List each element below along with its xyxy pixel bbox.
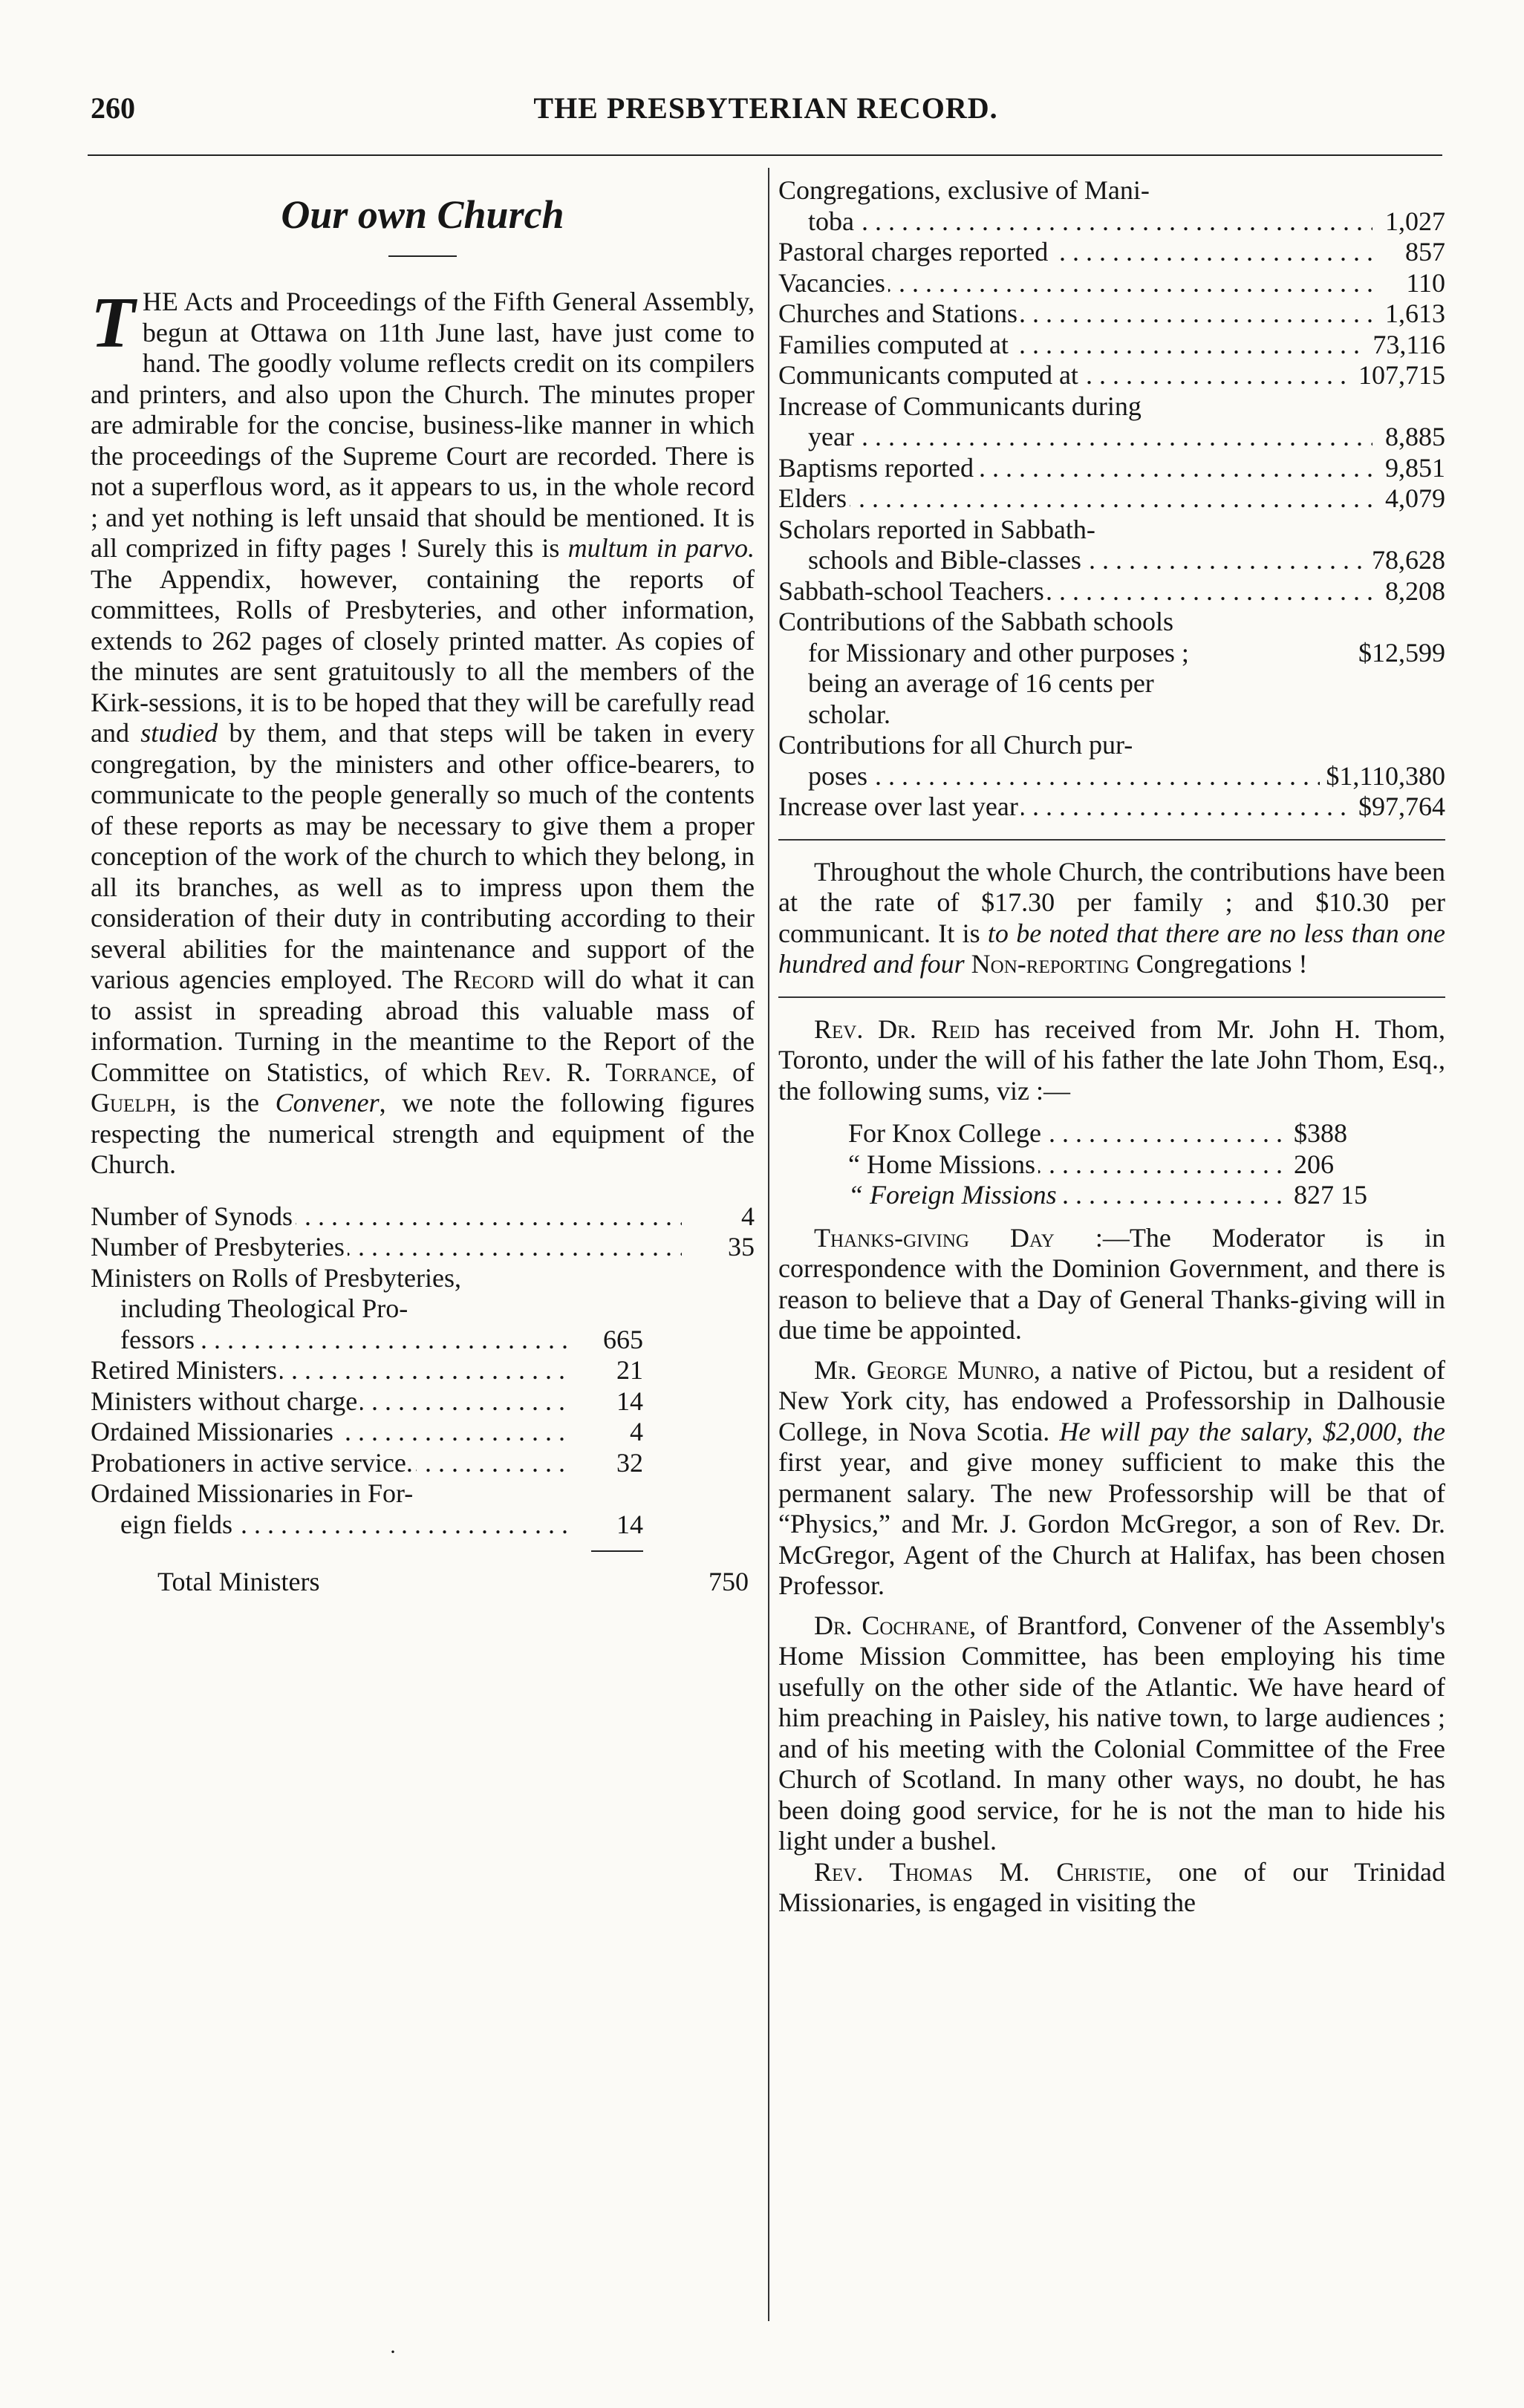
stat-value: 35 (728, 1232, 755, 1262)
fund-value: 827 15 (1294, 1180, 1367, 1210)
ministers-block (91, 1263, 755, 1553)
cochrane-paragraph (778, 1611, 1445, 1857)
stat-value: 14 (616, 1386, 643, 1416)
fund-row (848, 1180, 1390, 1211)
intro-text-c: by them, and that steps will be taken in every congregation, by the ministers and other office-bearers, to communicate to the people generally so much of the contents of these reports as may be necessary to give them a proper conception of the work of the church to which they belong, in all its branches, as well as to impress upon them the consideration of their duty in contributing according to their several abilities for the maintenance and support of the various agencies employed. The (91, 718, 755, 994)
munro-italic: He will pay the salary, $2,000, the (1059, 1416, 1446, 1446)
stat-label: poses (808, 761, 870, 791)
right-column (778, 175, 1445, 1919)
stat-label: Contributions for all Church pur- (778, 730, 1133, 760)
reid-name: Rev. Dr. Reid (814, 1014, 980, 1044)
stat-label: year (808, 422, 857, 451)
intro-text-e: , is the (169, 1088, 276, 1117)
stat-note: being an average of 16 cents per (808, 668, 1154, 698)
intro-paragraph (91, 283, 755, 1181)
stat-value: 107,715 (1358, 360, 1445, 390)
stat-row (778, 206, 1445, 238)
intro-comma-of: , of (710, 1057, 755, 1087)
stat-label: Number of Synods (91, 1201, 296, 1231)
running-title: THE PRESBYTERIAN RECORD. (533, 91, 998, 125)
stat-row (91, 1448, 643, 1479)
stat-label: Ordained Missionaries in For- (91, 1478, 414, 1508)
stat-label: Vacancies (778, 268, 888, 298)
page-number: 260 (91, 91, 135, 125)
intro-text-a: HE Acts and Proceedings of the Fifth General Assembly, begun at Ottawa on 11th June last, have just come to hand. The goodly volume reflects credit on its compilers and printers, and also upon the Church. The minutes proper are admirable for the concise, business-like manner in which the proceedings of the Supreme Court are recorded. There is not a superflous word, as it appears to us, in the whole record ; and yet nothing is left unsaid that should be mentioned. It is all comprized in fifty pages ! Surely this is (91, 287, 755, 563)
stat-label: Sabbath-school Teachers (778, 576, 1047, 606)
reid-text: has received from Mr. John H. Thom, Toronto, under the will of his father the late John Thom, Esq., the following sums, viz :— (778, 1014, 1445, 1106)
stat-value: 78,628 (1372, 545, 1445, 575)
stat-row (91, 1386, 643, 1417)
heading-rule (388, 255, 457, 257)
fund-row (848, 1118, 1390, 1149)
section-heading: Our own Church (281, 192, 564, 237)
stat-value: $1,110,380 (1326, 760, 1445, 791)
stat-value: 4 (741, 1201, 755, 1231)
stat-label: eign fields (120, 1510, 235, 1539)
fund-row (848, 1149, 1390, 1181)
throughout-italic: to be noted that there are no less than one hundred and four (778, 918, 1445, 979)
christie-paragraph (778, 1857, 1445, 1919)
torrance-name: Rev. R. Torrance (502, 1057, 711, 1087)
throughout-space (965, 949, 971, 979)
cochrane-text: , of Brantford, Convener of the Assembly's Home Mission Committee, has been employing his time usefully on the other side of the Atlantic. We have heard of him preaching in Paisley, his native town, to large audiences ; and of his meeting with the Colonial Committee of the Free Church of Scotland. In many other ways, no doubt, he has been doing good service, for he is not the man to hide his light under a bushel. (778, 1610, 1445, 1856)
stat-row (91, 1417, 643, 1448)
stat-value: 1,613 (1385, 298, 1445, 328)
christie-name: Rev. Thomas M. Christie (814, 1856, 1146, 1887)
stat-label: Communicants computed at (778, 360, 1081, 390)
stat-label: Ministers without charge (91, 1386, 360, 1416)
fund-label: For Knox College (848, 1118, 1044, 1148)
stat-row (778, 483, 1445, 515)
page-header (91, 83, 1441, 143)
throughout-end: Congregations ! (1129, 949, 1308, 979)
stat-row (778, 576, 1445, 607)
stat-value: 8,208 (1385, 575, 1445, 606)
stat-note: scholar. (808, 699, 890, 729)
stat-label: Ordained Missionaries (91, 1417, 336, 1446)
total-row (91, 1567, 755, 1598)
guelph-name: Guelph (91, 1088, 170, 1117)
column-divider (768, 168, 769, 2321)
stat-value: 857 (1405, 237, 1445, 267)
stat-row (778, 422, 1445, 453)
stat-label: including Theological Pro- (120, 1293, 408, 1323)
stat-value: 4,079 (1385, 483, 1445, 513)
stat-row (778, 330, 1445, 361)
non-reporting: Non-reporting (971, 949, 1130, 979)
thanks-heading: Thanks-giving Day (814, 1222, 1055, 1253)
stat-row (778, 453, 1445, 484)
intro-text-f: , we note the following figures respecting the numerical strength and equipment of the Church. (91, 1088, 755, 1179)
total-label: Total Ministers (157, 1567, 320, 1596)
thanks-text: :—The Moderator is in correspondence with the Dominion Government, and there is reason to believe that a Day of General Thanks-giving will in due time be appointed. (778, 1222, 1445, 1345)
stat-label: Retired Ministers (91, 1355, 280, 1385)
stat-label: Elders (778, 483, 850, 513)
munro-paragraph (778, 1355, 1445, 1602)
stat-row (91, 1325, 643, 1356)
stat-row (91, 1232, 755, 1263)
stat-label: Families computed at (778, 330, 1012, 359)
stat-value: 73,116 (1372, 329, 1445, 359)
christie-text: , one of our Trinidad Missionaries, is engaged in visiting the (778, 1856, 1446, 1917)
stat-value: $97,764 (1358, 792, 1445, 821)
studied-word: studied (140, 718, 218, 748)
stat-value: 4 (630, 1417, 643, 1446)
fund-value: 206 (1294, 1149, 1334, 1179)
intro-text-b: The Appendix, however, containing the reports of committees, Rolls of Presbyteries, and other information, extends to 262 pages of closely printed matter. As copies of the minutes are sent gratuitously to all the members of the Kirk-sessions, it is to be hoped that they will be carefully read and (91, 564, 755, 748)
stat-value: $12,599 (1358, 637, 1445, 668)
stat-value: 8,885 (1385, 422, 1445, 451)
multum-in-parvo: multum in parvo. (567, 533, 755, 563)
stat-label: Congregations, exclusive of Mani- (778, 175, 1150, 205)
stat-row (91, 1510, 643, 1541)
stat-row (778, 268, 1445, 299)
total-value: 750 (709, 1567, 749, 1596)
cochrane-name: Dr. Cochrane (814, 1610, 970, 1640)
reid-paragraph (778, 1014, 1445, 1107)
munro-name: Mr. George Munro (814, 1354, 1034, 1385)
church-stats (778, 175, 1445, 823)
stat-row (778, 761, 1445, 792)
throughout-text: Throughout the whole Church, the contributions have been at the rate of $17.30 per family ; and $10.30 per communicant. It is (778, 856, 1445, 948)
stat-label: Baptisms reported (778, 453, 977, 483)
stat-label: schools and Bible-classes (808, 545, 1084, 575)
stat-label: Contributions of the Sabbath schools (778, 607, 1173, 636)
stat-label: Probationers in active service. (91, 1448, 416, 1478)
stat-label: Churches and Stations (778, 298, 1020, 328)
stat-row (91, 1355, 643, 1386)
throughout-paragraph (778, 857, 1445, 980)
stat-value: 9,851 (1385, 452, 1445, 483)
stat-label: Scholars reported in Sabbath- (778, 514, 1095, 544)
stat-value: 665 (603, 1324, 643, 1354)
stat-value: 110 (1406, 267, 1445, 298)
fund-list (778, 1118, 1445, 1211)
stat-row (778, 792, 1445, 823)
stat-value: 32 (616, 1447, 643, 1478)
stat-label: Pastoral charges reported (778, 237, 1051, 267)
intro-text-d: will do what it can to assist in spreading abroad this valuable mass of information. Turning in the meantime to the Report of the Committee on Statistics, of which (91, 965, 755, 1087)
stat-value: 1,027 (1385, 206, 1445, 236)
printer-dot: · (389, 2340, 397, 2364)
stat-row (778, 237, 1445, 268)
section-separator (778, 839, 1445, 841)
sum-rule (591, 1550, 643, 1552)
thanks-paragraph (778, 1223, 1445, 1346)
stat-row (778, 360, 1445, 391)
left-column (91, 175, 755, 1598)
header-rule (88, 154, 1442, 156)
munro-text-a: , a native of Pictou, but a resident of New York city, has endowed a Professorship in Dalhousie College, in Nova Scotia. (778, 1354, 1446, 1446)
stat-value: 14 (616, 1509, 643, 1539)
record-word: Record (453, 965, 534, 994)
stat-row (91, 1201, 755, 1233)
ministry-stats (91, 1201, 755, 1598)
convener-word: Convener (275, 1088, 380, 1117)
stat-label: for Missionary and other purposes ; (808, 637, 1189, 668)
stat-row (778, 638, 1445, 669)
stat-label: Number of Presbyteries (91, 1232, 348, 1262)
stat-label: Increase over last year (778, 792, 1021, 821)
stat-label: fessors (120, 1325, 198, 1354)
stat-label: toba (808, 206, 857, 236)
munro-text-c: first year, and give money sufficient to make this the permanent salary. The new Professorship will be that of “Physics,” and Mr. J. Gordon McGregor, a son of Rev. Dr. McGregor, Agent of the Church at Halifax, has been chosen Professor. (778, 1447, 1445, 1600)
stat-value: 21 (616, 1355, 643, 1385)
stat-label: Ministers on Rolls of Presbyteries, (91, 1262, 461, 1293)
fund-label: “ Home Missions (848, 1149, 1038, 1179)
drop-cap: T (91, 283, 135, 363)
stat-row (778, 298, 1445, 330)
fund-value: $388 (1294, 1118, 1347, 1148)
stat-label: Increase of Communicants during (778, 391, 1142, 421)
section-separator (778, 996, 1445, 998)
fund-label: “ Foreign Missions (848, 1180, 1060, 1210)
stat-row (778, 545, 1445, 576)
